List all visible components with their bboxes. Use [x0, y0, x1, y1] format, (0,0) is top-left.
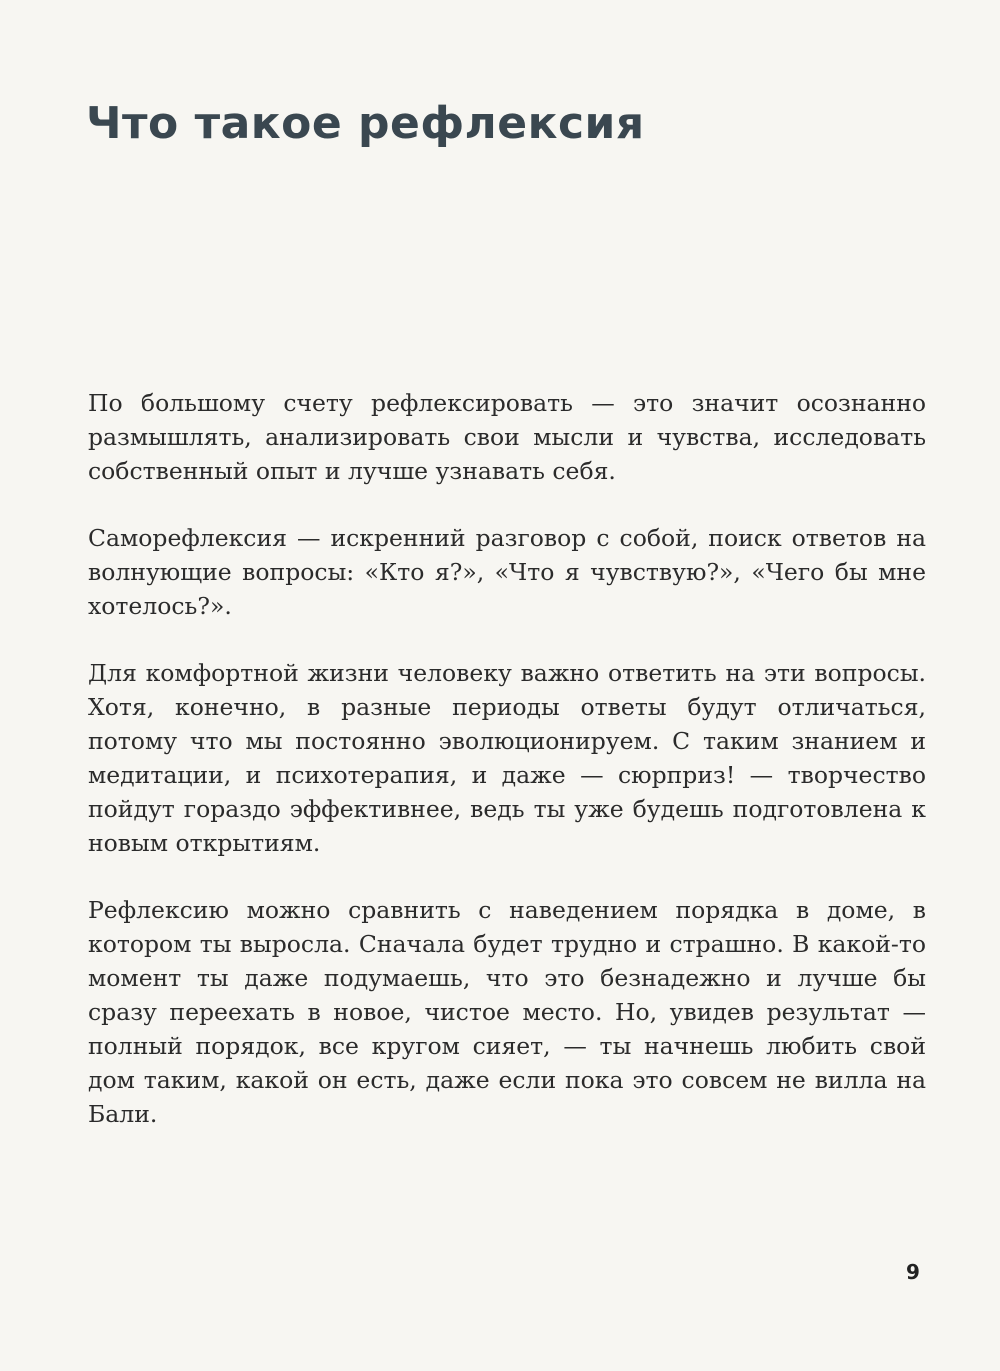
paragraph-1: По большому счету рефлексировать — это значит осознанно размышлять, анализировать свои мысли и чувства, исследовать собственный опыт и лучше узнавать себя.: [88, 389, 926, 485]
page-title: Что такое рефлексия: [86, 98, 645, 149]
page-number: 9: [906, 1260, 920, 1284]
body-text: [88, 386, 926, 1164]
paragraph-3: Для комфортной жизни человеку важно ответить на эти вопросы. Хотя, конечно, в разные периоды ответы будут отличаться, потому что мы постоянно эволюционируем. С таким знанием и медитации, и психотерапия, и даже — сюрприз! — творчество пойдут гораздо эффективнее, ведь ты уже будешь подготовлена к новым открытиям.: [88, 659, 926, 857]
paragraph-2: Саморефлексия — искренний разговор с собой, поиск ответов на волнующие вопросы: «Кто я?», «Что я чувствую?», «Чего бы мне хотелось?».: [88, 524, 926, 620]
paragraph-4: Рефлексию можно сравнить с наведением порядка в доме, в котором ты выросла. Сначала будет трудно и страшно. В какой-то момент ты даже подумаешь, что это безнадежно и лучше бы сразу переехать в новое, чистое место. Но, увидев результат — полный порядок, все кругом сияет, — ты начнешь любить свой дом таким, какой он есть, даже если пока это совсем не вилла на Бали.: [88, 896, 926, 1128]
